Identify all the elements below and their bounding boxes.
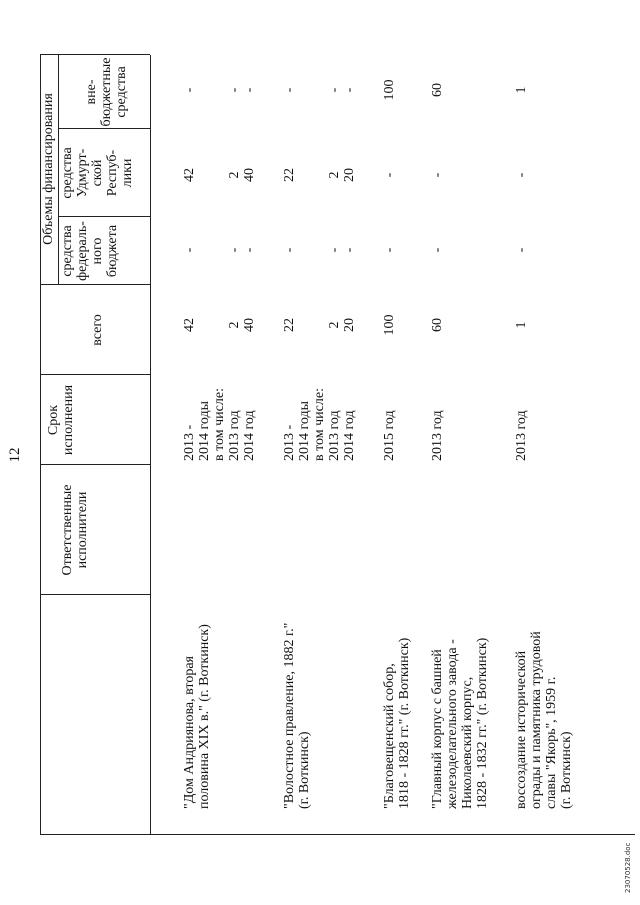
sep-executors-term	[40, 464, 150, 465]
page-number: 12	[7, 447, 23, 463]
row1-federal: - - -	[182, 247, 257, 253]
row2-term: 2013 - 2014 годы в том числе: 2013 год 2014 год	[282, 388, 357, 461]
sep-federal-republic	[58, 216, 150, 217]
document-id: 23070528.doc	[624, 842, 632, 893]
row2-total: 22 2 20	[282, 318, 357, 332]
row5-extra: 1	[514, 86, 529, 94]
row3-term: 2015 год	[382, 410, 397, 461]
row4-republic: -	[430, 172, 445, 178]
row2-federal: - - -	[282, 247, 357, 253]
sep-total-federal	[58, 284, 150, 285]
header-term: Срок исполнения	[46, 384, 76, 456]
table-right-border	[40, 54, 150, 55]
header-executors: Ответственные исполнители	[60, 484, 90, 576]
row2-name: "Волостное правление, 1882 г." (г. Воткинск)	[282, 622, 312, 809]
header-bottom-border	[150, 55, 151, 835]
row1-total: 42 2 40	[182, 318, 257, 332]
row4-extra: 60	[430, 83, 445, 97]
table-left-border	[40, 834, 635, 835]
header-funding-group: Объемы финансирования	[41, 93, 56, 245]
row1-extra: - - -	[182, 87, 257, 93]
row3-name: "Благовещенский собор, 1818 - 1828 гг." (г. Воткинск)	[382, 637, 412, 809]
sep-republic-extra	[58, 128, 150, 129]
header-extra: вне- бюджетные средства	[84, 57, 129, 127]
row5-name: воссоздание исторической ограды и памятника трудовой славы "Якорь", 1959 г. (г. Воткинск)	[514, 631, 574, 809]
header-federal: средства федераль- ного бюджета	[60, 221, 120, 281]
row1-republic: 42 2 40	[182, 168, 257, 182]
row2-extra: - - -	[282, 87, 357, 93]
row1-name: "Дом Андриянова, вторая половина XIX в." (г. Воткинск)	[182, 624, 212, 809]
sep-total-group	[40, 284, 58, 285]
sep-term-funding	[40, 374, 150, 375]
row3-extra: 100	[382, 79, 397, 101]
row5-federal: -	[514, 247, 529, 253]
funding-subheader-line	[58, 55, 59, 285]
row3-federal: -	[382, 247, 397, 253]
row3-republic: -	[382, 172, 397, 178]
row4-name: "Главный корпус с башней железоделательного завода - Николаевский корпус, 1828 - 1832 гг." (г. Воткинск)	[430, 637, 490, 809]
header-total: всего	[90, 314, 105, 346]
row5-republic: -	[514, 172, 529, 178]
row2-republic: 22 2 20	[282, 168, 357, 182]
row1-term: 2013 - 2014 годы в том числе: 2013 год 2014 год	[182, 388, 257, 461]
row4-total: 60	[430, 318, 445, 332]
header-republic: средства Удмурт- ской Респуб- лики	[60, 147, 135, 199]
row4-term: 2013 год	[430, 410, 445, 461]
row5-total: 1	[514, 321, 529, 329]
row3-total: 100	[382, 314, 397, 336]
row5-term: 2013 год	[514, 410, 529, 461]
sep-name-executors	[40, 594, 150, 595]
row4-federal: -	[430, 247, 445, 253]
